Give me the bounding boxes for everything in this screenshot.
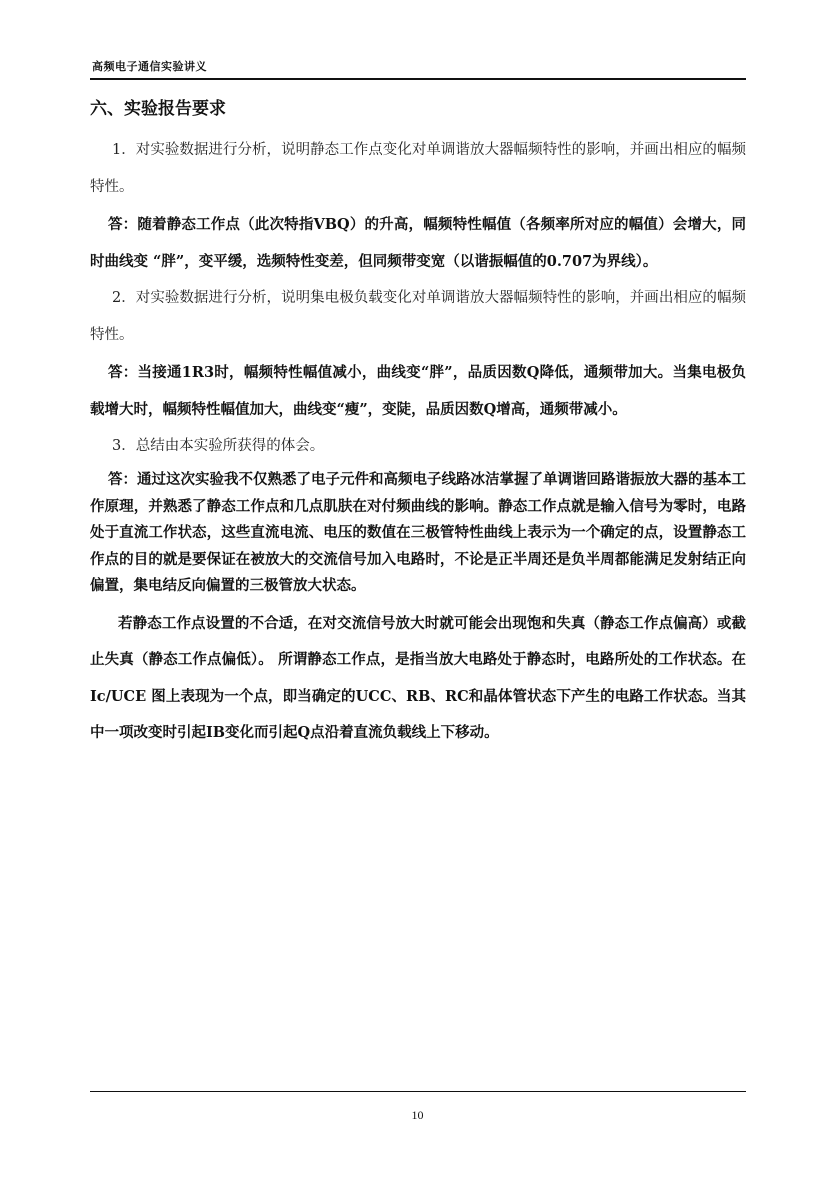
header-rule (90, 78, 746, 80)
question-1: 1．对实验数据进行分析，说明静态工作点变化对单调谐放大器幅频特性的影响，并画出相应的幅频特性。 (90, 142, 746, 195)
answer-3-continued: 若静态工作点设置的不合适，在对交流信号放大时就可能会出现饱和失真（静态工作点偏高）或截止失真（静态工作点偏低）。 所谓静态工作点，是指当放大电路处于静态时，电路所处的工作状态。在Ic/UCE 图上表现为一个点，即当确定的UCC、RB、RC和晶体管状态下产生的电路工作状态。当其中一项改变时引起IB变化而引起Q点沿着直流负载线上下移动。 (90, 614, 746, 741)
running-header: 高频电子通信实验讲义 (92, 60, 207, 73)
answer-3: 答：通过这次实验我不仅熟悉了电子元件和高频电子线路冰洁掌握了单调谐回路谐振放大器的基本工作原理，并熟悉了静态工作点和几点肌肤在对付频曲线的影响。静态工作点就是输入信号为零时，电路处于直流工作状态，这些直流电流、电压的数值在三极管特性曲线上表示为一个确定的点，设置静态工作点的目的就是要保证在被放大的交流信号加入电路时，不论是正半周还是负半周都能满足发射结正向偏置，集电结反向偏置的三极管放大状态。 (90, 471, 746, 594)
page-number: 10 (411, 1108, 424, 1122)
footer-rule (90, 1091, 746, 1092)
page-content (90, 96, 746, 752)
question-3: 3．总结由本实验所获得的体会。 (112, 438, 325, 454)
answer-2: 答：当接通1R3时，幅频特性幅值减小，曲线变“胖”，品质因数Q降低，通频带加大。当集电极负载增大时，幅频特性幅值加大，曲线变“瘦”，变陡，品质因数Q增高，通频带减小。 (90, 364, 746, 418)
answer-1: 答：随着静态工作点（此次特指VBQ）的升高，幅频特性幅值（各频率所对应的幅值）会增大，同时曲线变 “胖”，变平缓，选频特性变差，但同频带变宽（以谐振幅值的0.707为界线）。 (90, 216, 746, 270)
question-2: 2．对实验数据进行分析，说明集电极负载变化对单调谐放大器幅频特性的影响，并画出相应的幅频特性。 (90, 290, 746, 343)
section-title: 六、实验报告要求 (90, 99, 226, 119)
